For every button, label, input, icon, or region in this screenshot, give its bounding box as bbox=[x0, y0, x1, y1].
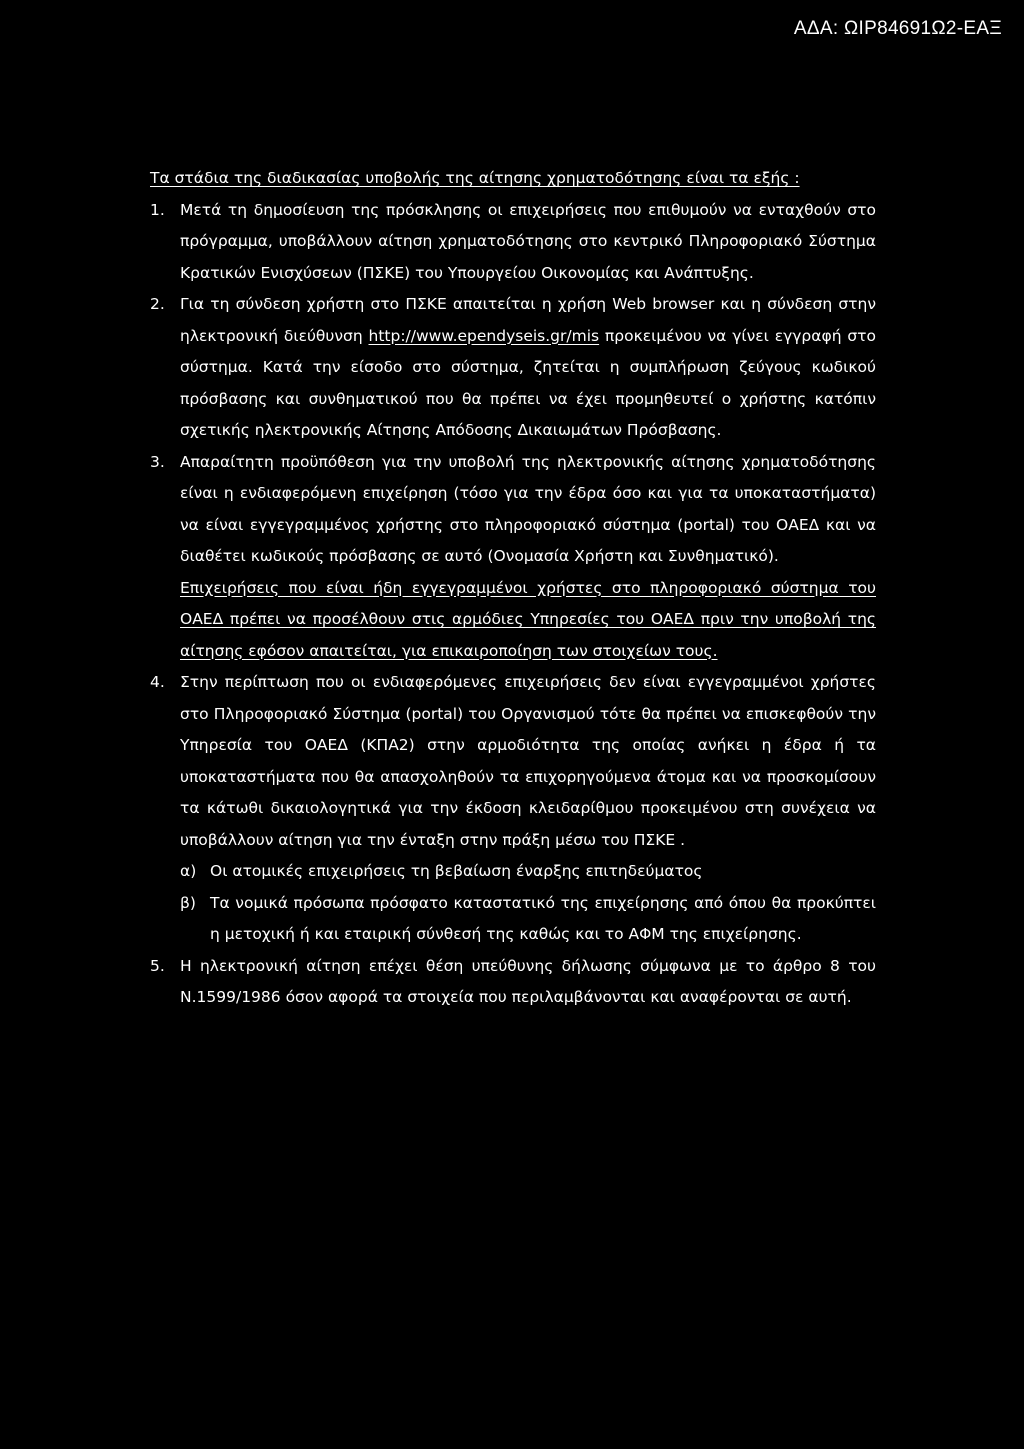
sub-item-b bbox=[180, 888, 876, 951]
item-number: 2. bbox=[150, 295, 165, 313]
item-text: Η ηλεκτρονική αίτηση επέχει θέση υπεύθυνης δήλωσης σύμφωνα με το άρθρο 8 του Ν.1599/1986 όσον αφορά τα στοιχεία που περιλαμβάνονται και αναφέρονται σε αυτή. bbox=[180, 956, 876, 1006]
item-body bbox=[180, 289, 876, 447]
sub-item-a bbox=[180, 856, 876, 888]
ependyseis-link[interactable]: http://www.ependyseis.gr/mis bbox=[368, 326, 600, 345]
sub-item-label: α) bbox=[180, 862, 197, 880]
item-body bbox=[180, 195, 876, 290]
required-documents-list bbox=[180, 856, 876, 951]
item-number: 3. bbox=[150, 452, 165, 471]
steps-list bbox=[150, 195, 876, 1014]
ada-document-code: ΑΔΑ: ΩΙΡ84691Ω2-ΕΑΞ bbox=[793, 18, 1002, 39]
item-text bbox=[180, 289, 876, 447]
list-item-3 bbox=[150, 447, 876, 668]
item-text-before-link: Για τη σύνδεση χρήστη στο ΠΣΚΕ απαιτείται η χρήση Web browser και η σύνδεση στην ηλεκτρονική διεύθυνση bbox=[180, 295, 876, 345]
list-item-1 bbox=[150, 195, 876, 290]
item-body bbox=[180, 667, 876, 951]
sub-item-label: β) bbox=[180, 893, 196, 912]
list-item-2 bbox=[150, 289, 876, 447]
sub-item-text: Οι ατομικές επιχειρήσεις τη βεβαίωση έναρξης επιτηδεύματος bbox=[210, 862, 703, 880]
document-body bbox=[150, 163, 876, 1014]
item-number: 5. bbox=[150, 956, 165, 975]
item-number: 1. bbox=[150, 200, 165, 219]
list-item-5 bbox=[150, 951, 876, 1014]
item-text: Απαραίτητη προϋπόθεση για την υποβολή της ηλεκτρονικής αίτησης χρηματοδότησης είναι η ενδιαφερόμενη επιχείρηση (τόσο για την έδρα όσο και για τα υποκαταστήματα) να είναι εγγεγραμμένος χρήστης στο πληροφοριακό σύστημα (portal) του ΟΑΕΔ και να διαθέτει κωδικούς πρόσβασης σε αυτό (Ονομασία Χρήστη και Συνθηματικό). bbox=[180, 452, 876, 565]
list-item-4 bbox=[150, 667, 876, 951]
registered-users-note: Επιχειρήσεις που είναι ήδη εγγεγραμμένοι χρήστες στο πληροφοριακό σύστημα του ΟΑΕΔ πρέπει να προσέλθουν στις αρμόδιες Υπηρεσίες του ΟΑΕΔ πριν την υποβολή της αίτησης εφόσον απαιτείται, για επικαιροποίηση των στοιχείων τους. bbox=[180, 578, 876, 660]
item-body bbox=[180, 951, 876, 1014]
item-number: 4. bbox=[150, 673, 165, 691]
item-text-after-link: προκειμένου να γίνει εγγραφή στο σύστημα. Κατά την είσοδο στο σύστημα, ζητείται η συμπλήρωση ζεύγους κωδικού πρόσβασης και συνθηματικού που θα πρέπει να έχει προμηθευτεί ο χρήστης κατόπιν σχετικής ηλεκτρονικής Αίτησης Απόδοσης Δικαιωμάτων Πρόσβασης. bbox=[180, 326, 876, 439]
item-body bbox=[180, 447, 876, 668]
intro-heading: Τα στάδια της διαδικασίας υποβολής της αίτησης χρηματοδότησης είναι τα εξής : bbox=[150, 169, 800, 187]
item-text: Μετά τη δημοσίευση της πρόσκλησης οι επιχειρήσεις που επιθυμούν να ενταχθούν στο πρόγραμμα, υποβάλλουν αίτηση χρηματοδότησης στο κεντρικό Πληροφοριακό Σύστημα Κρατικών Ενισχύσεων (ΠΣΚΕ) του Υπουργείου Οικονομίας και Ανάπτυξης. bbox=[180, 200, 876, 282]
item-text: Στην περίπτωση που οι ενδιαφερόμενες επιχειρήσεις δεν είναι εγγεγραμμένοι χρήστες στο Πληροφοριακό Σύστημα (portal) του Οργανισμού τότε θα πρέπει να επισκεφθούν την Υπηρεσία του ΟΑΕΔ (ΚΠΑ2) στην αρμοδιότητα της οποίας ανήκει η έδρα ή τα υποκαταστήματα που θα απασχοληθούν τα επιχορηγούμενα άτομα και να προσκομίσουν τα κάτωθι δικαιολογητικά για την έκδοση κλειδαρίθμου προκειμένου στη συνέχεια να υποβάλλουν αίτηση για την ένταξη στην πράξη μέσω του ΠΣΚΕ . bbox=[180, 673, 876, 849]
sub-item-text: Τα νομικά πρόσωπα πρόσφατο καταστατικό της επιχείρησης από όπου θα προκύπτει η μετοχική ή και εταιρική σύνθεσή της καθώς και το ΑΦΜ της επιχείρησης. bbox=[210, 893, 876, 943]
